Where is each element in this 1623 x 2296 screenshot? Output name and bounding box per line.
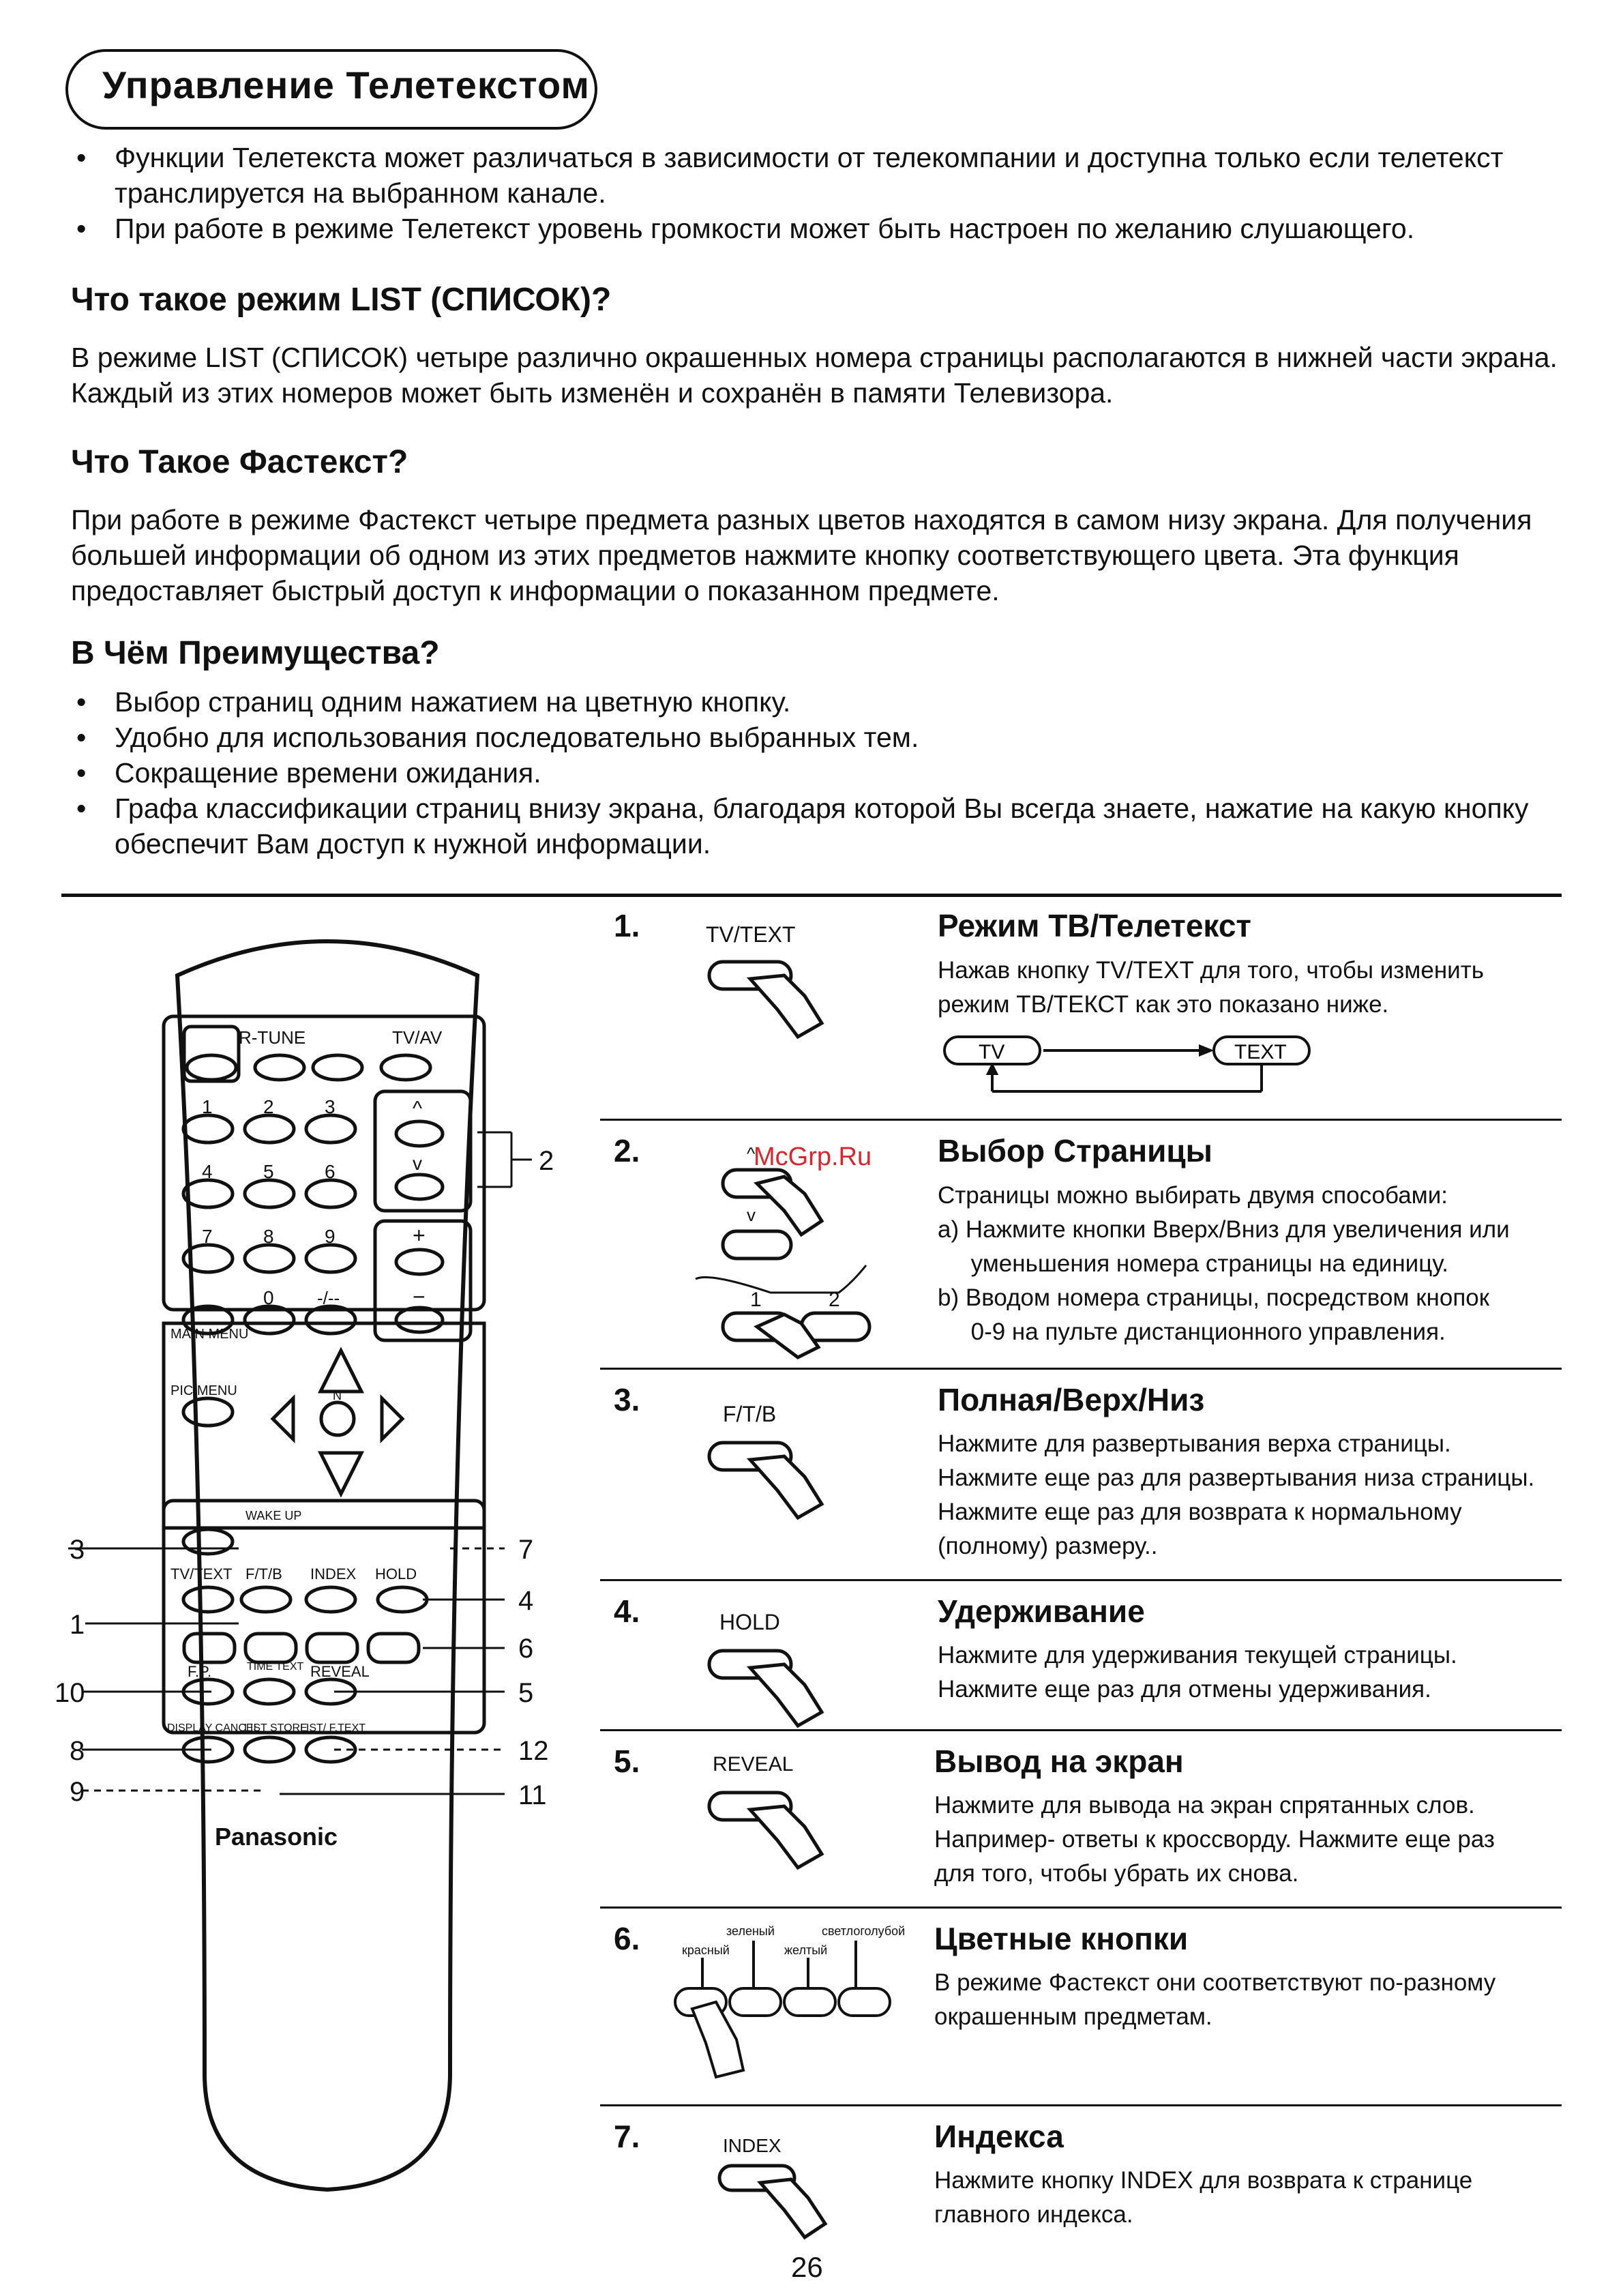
section-divider xyxy=(600,1907,1562,1909)
callout-number: 6 xyxy=(518,1634,534,1664)
watermark: McGrp.Ru xyxy=(754,1143,872,1171)
section-number: 2. xyxy=(614,1133,640,1168)
remote-up-label: ^ xyxy=(413,1098,423,1120)
section-text xyxy=(934,1966,1555,2034)
section-number: 4. xyxy=(614,1593,640,1629)
section-text-line: Нажмите для развертывания верха страницы. xyxy=(938,1430,1451,1457)
section-title: Выбор Страницы xyxy=(938,1133,1212,1168)
remote-digit-label: -/-- xyxy=(317,1288,340,1308)
section-divider xyxy=(600,1119,1562,1121)
section-text xyxy=(938,954,1551,1022)
section-text-line: 0-9 на пульте дистанционного управления. xyxy=(938,1319,1446,1345)
section-divider xyxy=(600,2104,1562,2106)
remote-digit-label: 6 xyxy=(325,1161,336,1182)
section-button-label: HOLD xyxy=(719,1610,780,1634)
section-title: Цветные кнопки xyxy=(934,1921,1189,1956)
section-number: 7. xyxy=(614,2119,640,2154)
section-text-line: Страницы можно выбирать двумя способами: xyxy=(938,1182,1448,1209)
fastext-text: При работе в режиме Фастекст четыре предмета разных цветов находятся в самом низу экрана. Для получения большей информации об одном из этих предметов нажмите кнопку соответствующего цвета. Эта функция предоставляет быстрый доступ к информации о показанном предмете. xyxy=(71,504,1532,606)
remote-rtune-label: R-TUNE xyxy=(239,1027,306,1048)
remote-digit-label: 1 xyxy=(202,1096,213,1117)
section-text-line: окрашенным предметам. xyxy=(934,2003,1212,2030)
section-divider xyxy=(600,1368,1562,1370)
remote-digit-label: 3 xyxy=(325,1096,336,1117)
hand-press-icon xyxy=(702,948,839,1050)
remote-reveal-label: REVEAL xyxy=(310,1663,370,1680)
section-text-line: Нажмите для удерживания текущей страницы. xyxy=(938,1642,1457,1668)
section-divider xyxy=(600,1729,1562,1731)
section-title: Режим ТВ/Телетекст xyxy=(938,908,1251,943)
callout-number: 2 xyxy=(539,1146,554,1176)
section-divider xyxy=(600,1579,1562,1581)
section-text-line: b) Вводом номера страницы, посредством кнопок xyxy=(938,1284,1490,1311)
remote-wakeup-label: WAKE UP xyxy=(245,1509,302,1522)
sections-column xyxy=(600,907,1562,2244)
section-text xyxy=(938,1179,1551,1349)
section-button-label: F/T/B xyxy=(723,1402,777,1426)
hand-press-icon xyxy=(702,1637,839,1739)
section-number: 1. xyxy=(614,908,640,943)
section-text-line: a) Нажмите кнопки Вверх/Вниз для увеличения или xyxy=(938,1216,1510,1243)
callout-number: 9 xyxy=(70,1777,85,1807)
remote-liststore-label: LIST STORE xyxy=(244,1722,308,1734)
remote-digit-label: 2 xyxy=(263,1096,274,1117)
remote-brand-logo: Panasonic xyxy=(215,1823,338,1851)
arrow-up-label: ^ xyxy=(747,1143,756,1164)
remote-digit-label: 0 xyxy=(263,1287,274,1308)
section-text xyxy=(934,1789,1555,1891)
section-text-line: Например- ответы к кроссворду. Нажмите еще раз xyxy=(934,1826,1495,1853)
section-text-line: Нажмите кнопку INDEX для возврата к странице xyxy=(934,2167,1473,2194)
section-title: Удерживание xyxy=(938,1593,1145,1629)
section-text-line: режим ТВ/ТЕКСТ как это показано ниже. xyxy=(938,991,1389,1018)
digit-label: 2 xyxy=(829,1289,840,1311)
section-title: Вывод на экран xyxy=(934,1743,1184,1779)
section-title: Индекса xyxy=(934,2119,1064,2154)
list-heading: Что такое режим LIST (СПИСОК)? xyxy=(71,282,612,318)
fastext-heading: Что Такое Фастекст? xyxy=(71,444,408,480)
section-text-line: уменьшения номера страницы на единицу. xyxy=(938,1250,1448,1277)
remote-n-label: N xyxy=(333,1389,342,1402)
section-text-line: Нажав кнопку TV/TEXT для того, чтобы изменить xyxy=(938,957,1484,984)
section-text-line: главного индекса. xyxy=(934,2201,1133,2228)
advantage-item: • Удобно для использования последовательно выбранных тем. xyxy=(71,720,1564,755)
remote-displaycancel-label: DISPLAY CANCEL xyxy=(167,1722,260,1734)
color-label: желтый xyxy=(784,1943,828,1957)
hand-press-icon xyxy=(713,2155,849,2251)
callout-number: 10 xyxy=(55,1678,85,1708)
section-text-line: (полному) размеру.. xyxy=(938,1533,1158,1559)
intro-bullet: • Функции Телетекста может различаться в зависимости от телекомпании и доступна только если телетекст транслируется на выбранном канале. xyxy=(71,140,1558,211)
page-number: 26 xyxy=(791,2251,823,2283)
callout-number: 4 xyxy=(518,1586,534,1616)
section-button-label: REVEAL xyxy=(713,1753,794,1776)
remote-digit-label: 8 xyxy=(263,1226,274,1247)
color-label: зеленый xyxy=(726,1924,775,1938)
hand-press-icon xyxy=(702,1429,839,1531)
advantages-heading: В Чём Преимущества? xyxy=(71,635,440,671)
diagram-text-label: TEXT xyxy=(1234,1041,1287,1063)
color-label: светлоголубой xyxy=(822,1924,906,1938)
hand-press-icon xyxy=(702,1779,839,1881)
remote-illustration xyxy=(41,914,614,2210)
section-number: 6. xyxy=(614,1921,640,1956)
remote-fp-label: F.P. xyxy=(188,1663,212,1680)
color-label: красный xyxy=(682,1943,730,1957)
remote-mainmenu-label: MAIN MENU xyxy=(170,1327,249,1342)
section-number: 3. xyxy=(614,1382,640,1417)
page-title: Управление Телетекстом xyxy=(102,63,590,106)
section-number: 5. xyxy=(614,1743,640,1779)
digit-label: 1 xyxy=(750,1289,762,1311)
section-text-line: В режиме Фастекст они соответствуют по-разному xyxy=(934,1969,1496,1996)
advantages-list xyxy=(71,684,1564,862)
tv-text-flow-diagram xyxy=(941,1030,1323,1098)
callout-number: 12 xyxy=(518,1736,549,1766)
color-buttons-illustration xyxy=(651,1920,938,2084)
section-text-line: Нажмите еще раз для отмены удерживания. xyxy=(938,1676,1431,1703)
remote-plus-label: + xyxy=(413,1223,426,1248)
remote-tt-label: INDEX xyxy=(310,1565,357,1583)
section-button-label: TV/TEXT xyxy=(706,922,796,947)
section-title: Полная/Верх/Низ xyxy=(938,1382,1205,1417)
divider xyxy=(61,894,1562,897)
advantage-item: • Выбор страниц одним нажатием на цветную кнопку. xyxy=(71,684,1564,720)
section-text-line: Нажмите еще раз для развертывания низа страницы. xyxy=(938,1465,1535,1491)
remote-listftext-label: LIST/ F.TEXT xyxy=(300,1722,366,1734)
callout-number: 8 xyxy=(70,1736,85,1766)
remote-minus-label: − xyxy=(413,1284,426,1309)
remote-tt-label: TV/TEXT xyxy=(170,1565,233,1583)
remote-tvav-label: TV/AV xyxy=(392,1027,443,1048)
callout-number: 11 xyxy=(518,1780,547,1810)
intro-bullets xyxy=(71,140,1558,246)
remote-tt-label: HOLD xyxy=(375,1565,417,1583)
diagram-tv-label: TV xyxy=(979,1041,1005,1063)
callout-number: 3 xyxy=(70,1535,85,1565)
remote-down-label: v xyxy=(413,1153,422,1174)
remote-digit-label: 5 xyxy=(263,1161,274,1182)
callout-number: 7 xyxy=(518,1535,534,1565)
section-text xyxy=(938,1638,1551,1707)
remote-tt-label: F/T/B xyxy=(245,1565,282,1583)
arrow-down-label: v xyxy=(747,1205,756,1225)
remote-digit-label: 9 xyxy=(325,1226,336,1247)
section-text xyxy=(934,2164,1555,2232)
callout-number: 5 xyxy=(518,1678,534,1708)
section-text xyxy=(938,1427,1558,1563)
callout-number: 1 xyxy=(70,1610,85,1640)
remote-digit-label: 4 xyxy=(202,1161,213,1182)
intro-bullet: • При работе в режиме Телетекст уровень громкости может быть настроен по желанию слушающего. xyxy=(71,211,1558,246)
list-text: В режиме LIST (СПИСОК) четыре различно окрашенных номера страницы располагаются в нижней части экрана. Каждый из этих номеров может быть изменён и сохранён в памяти Телевизора. xyxy=(71,342,1558,409)
advantage-item: • Графа классификации страниц внизу экрана, благодаря которой Вы всегда знаете, нажатие на какую кнопку обеспечит Вам доступ к нужной информации. xyxy=(71,791,1564,862)
section-button-label: INDEX xyxy=(723,2135,781,2156)
remote-timetext-label: TIME TEXT xyxy=(247,1661,304,1673)
section-text-line: для того, чтобы убрать их снова. xyxy=(934,1860,1299,1887)
remote-digit-label: 7 xyxy=(202,1226,213,1247)
section-text-line: Нажмите еще раз для возврата к нормальному xyxy=(938,1499,1462,1525)
section-text-line: Нажмите для вывода на экран спрятанных слов. xyxy=(934,1792,1475,1819)
advantage-item: • Сокращение времени ожидания. xyxy=(71,755,1564,791)
remote-picmenu-label: PIC MENU xyxy=(170,1383,237,1398)
